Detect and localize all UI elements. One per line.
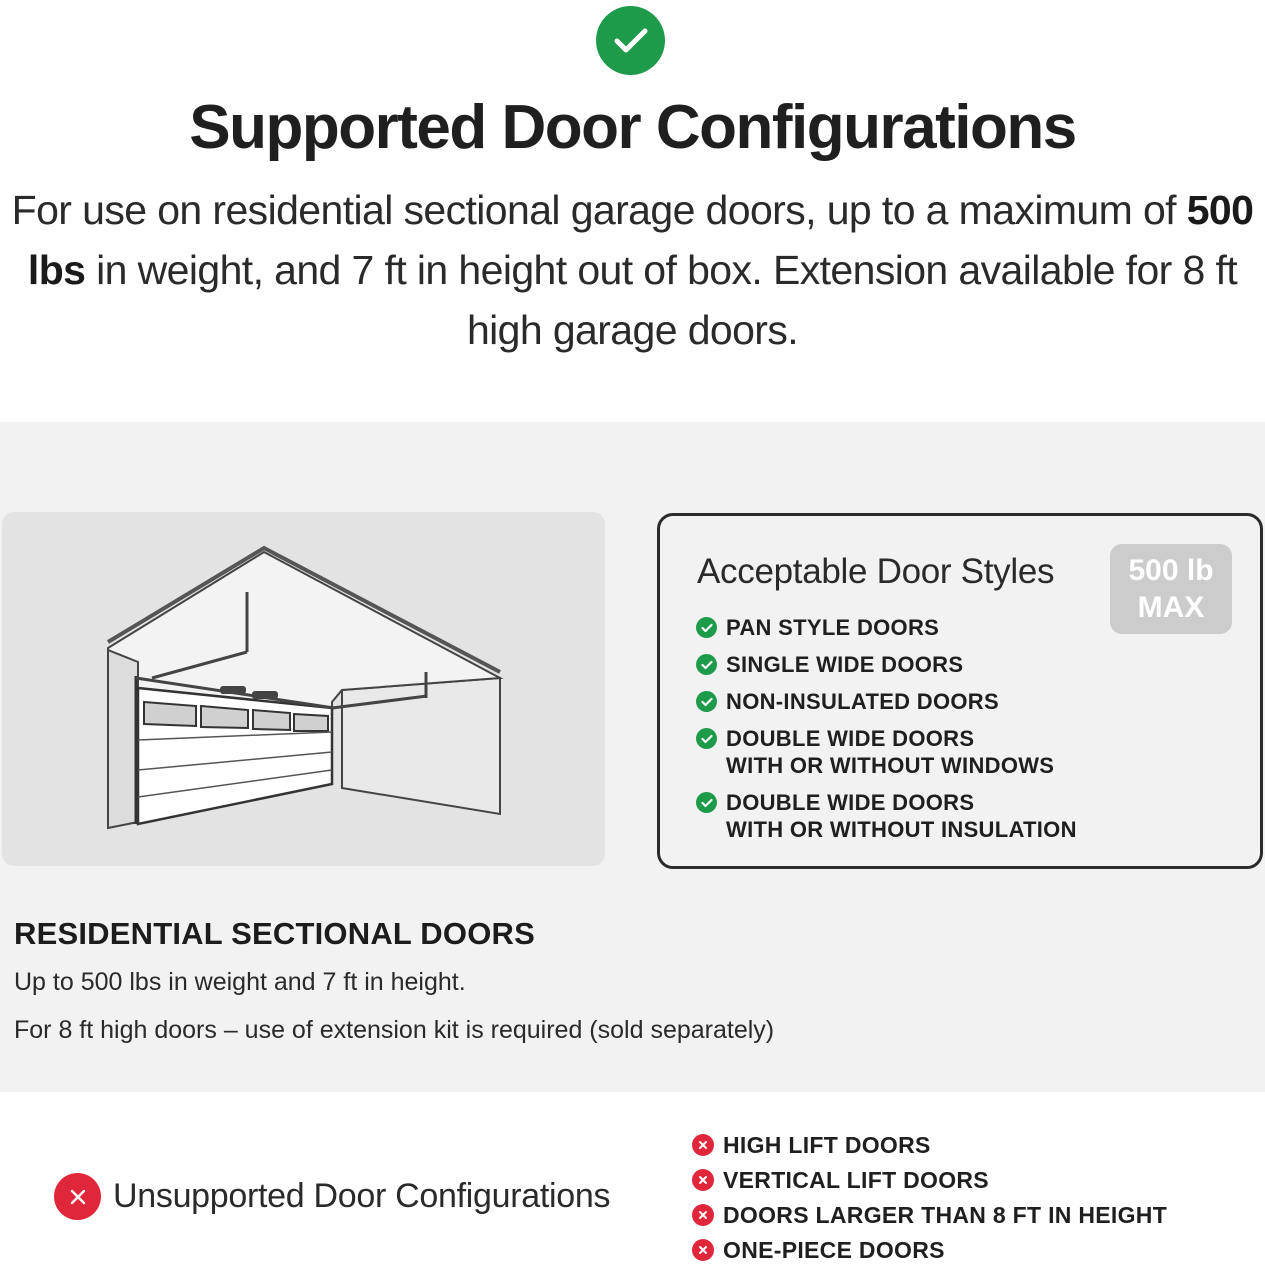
page-title: Supported Door Configurations — [189, 93, 1076, 162]
x-circle-icon — [692, 1134, 714, 1156]
residential-title: RESIDENTIAL SECTIONAL DOORS — [14, 916, 535, 951]
x-circle-icon — [692, 1204, 714, 1226]
residential-extension-note: For 8 ft high doors – use of extension kit is required (sold separately) — [14, 1016, 775, 1044]
intro-text-start: For use on residential sectional garage doors, up to a maximum of — [11, 187, 1187, 233]
list-item — [692, 1131, 1167, 1166]
header-section — [0, 0, 1265, 422]
unsupported-item-label: VERTICAL LIFT DOORS — [723, 1167, 989, 1193]
unsupported-item-label: DOORS LARGER THAN 8 FT IN HEIGHT — [723, 1202, 1168, 1228]
max-weight-badge — [1110, 544, 1232, 634]
unsupported-list — [692, 1131, 1167, 1271]
max-weight-value: 500 lb — [1128, 554, 1214, 587]
check-circle-icon — [696, 691, 717, 712]
style-item-sublabel: WITH OR WITHOUT INSULATION — [726, 817, 1077, 842]
check-circle-icon — [596, 6, 665, 75]
intro-text-end: in weight, and 7 ft in height out of box. Extension available for 8 ft high garage doors. — [85, 247, 1238, 353]
acceptable-styles-title: Acceptable Door Styles — [697, 552, 1055, 591]
list-item — [696, 651, 1077, 678]
style-item-label: DOUBLE WIDE DOORS — [726, 726, 975, 751]
x-circle-icon — [692, 1169, 714, 1191]
garage-door-drawing — [2, 512, 605, 866]
unsupported-item-label: ONE-PIECE DOORS — [723, 1237, 945, 1263]
list-item — [696, 688, 1077, 715]
style-item-sublabel: WITH OR WITHOUT WINDOWS — [726, 753, 1055, 778]
unsupported-item-label: HIGH LIFT DOORS — [723, 1132, 931, 1158]
max-weight-label: MAX — [1137, 591, 1205, 624]
style-item-label: DOUBLE WIDE DOORS — [726, 790, 975, 815]
check-circle-icon — [696, 654, 717, 675]
style-item-label: SINGLE WIDE DOORS — [726, 652, 964, 677]
check-circle-icon — [696, 728, 717, 749]
list-item — [696, 614, 1077, 641]
list-item — [692, 1201, 1167, 1236]
unsupported-title: Unsupported Door Configurations — [113, 1177, 611, 1215]
acceptable-styles-list — [696, 614, 1077, 843]
acceptable-styles-card — [657, 513, 1263, 869]
list-item — [692, 1236, 1167, 1271]
style-item-label: PAN STYLE DOORS — [726, 615, 940, 640]
garage-illustration — [2, 512, 605, 866]
list-item — [692, 1166, 1167, 1201]
intro-text — [0, 180, 1265, 360]
check-circle-icon — [696, 792, 717, 813]
residential-weight-note: Up to 500 lbs in weight and 7 ft in height. — [14, 968, 466, 996]
intro-weight-highlight: 500 lbs — [27, 187, 1254, 293]
list-item — [696, 789, 1077, 843]
style-item-label: NON-INSULATED DOORS — [726, 689, 999, 714]
x-circle-icon — [692, 1239, 714, 1261]
check-circle-icon — [696, 617, 717, 638]
list-item — [696, 725, 1077, 779]
x-circle-icon — [54, 1173, 101, 1220]
